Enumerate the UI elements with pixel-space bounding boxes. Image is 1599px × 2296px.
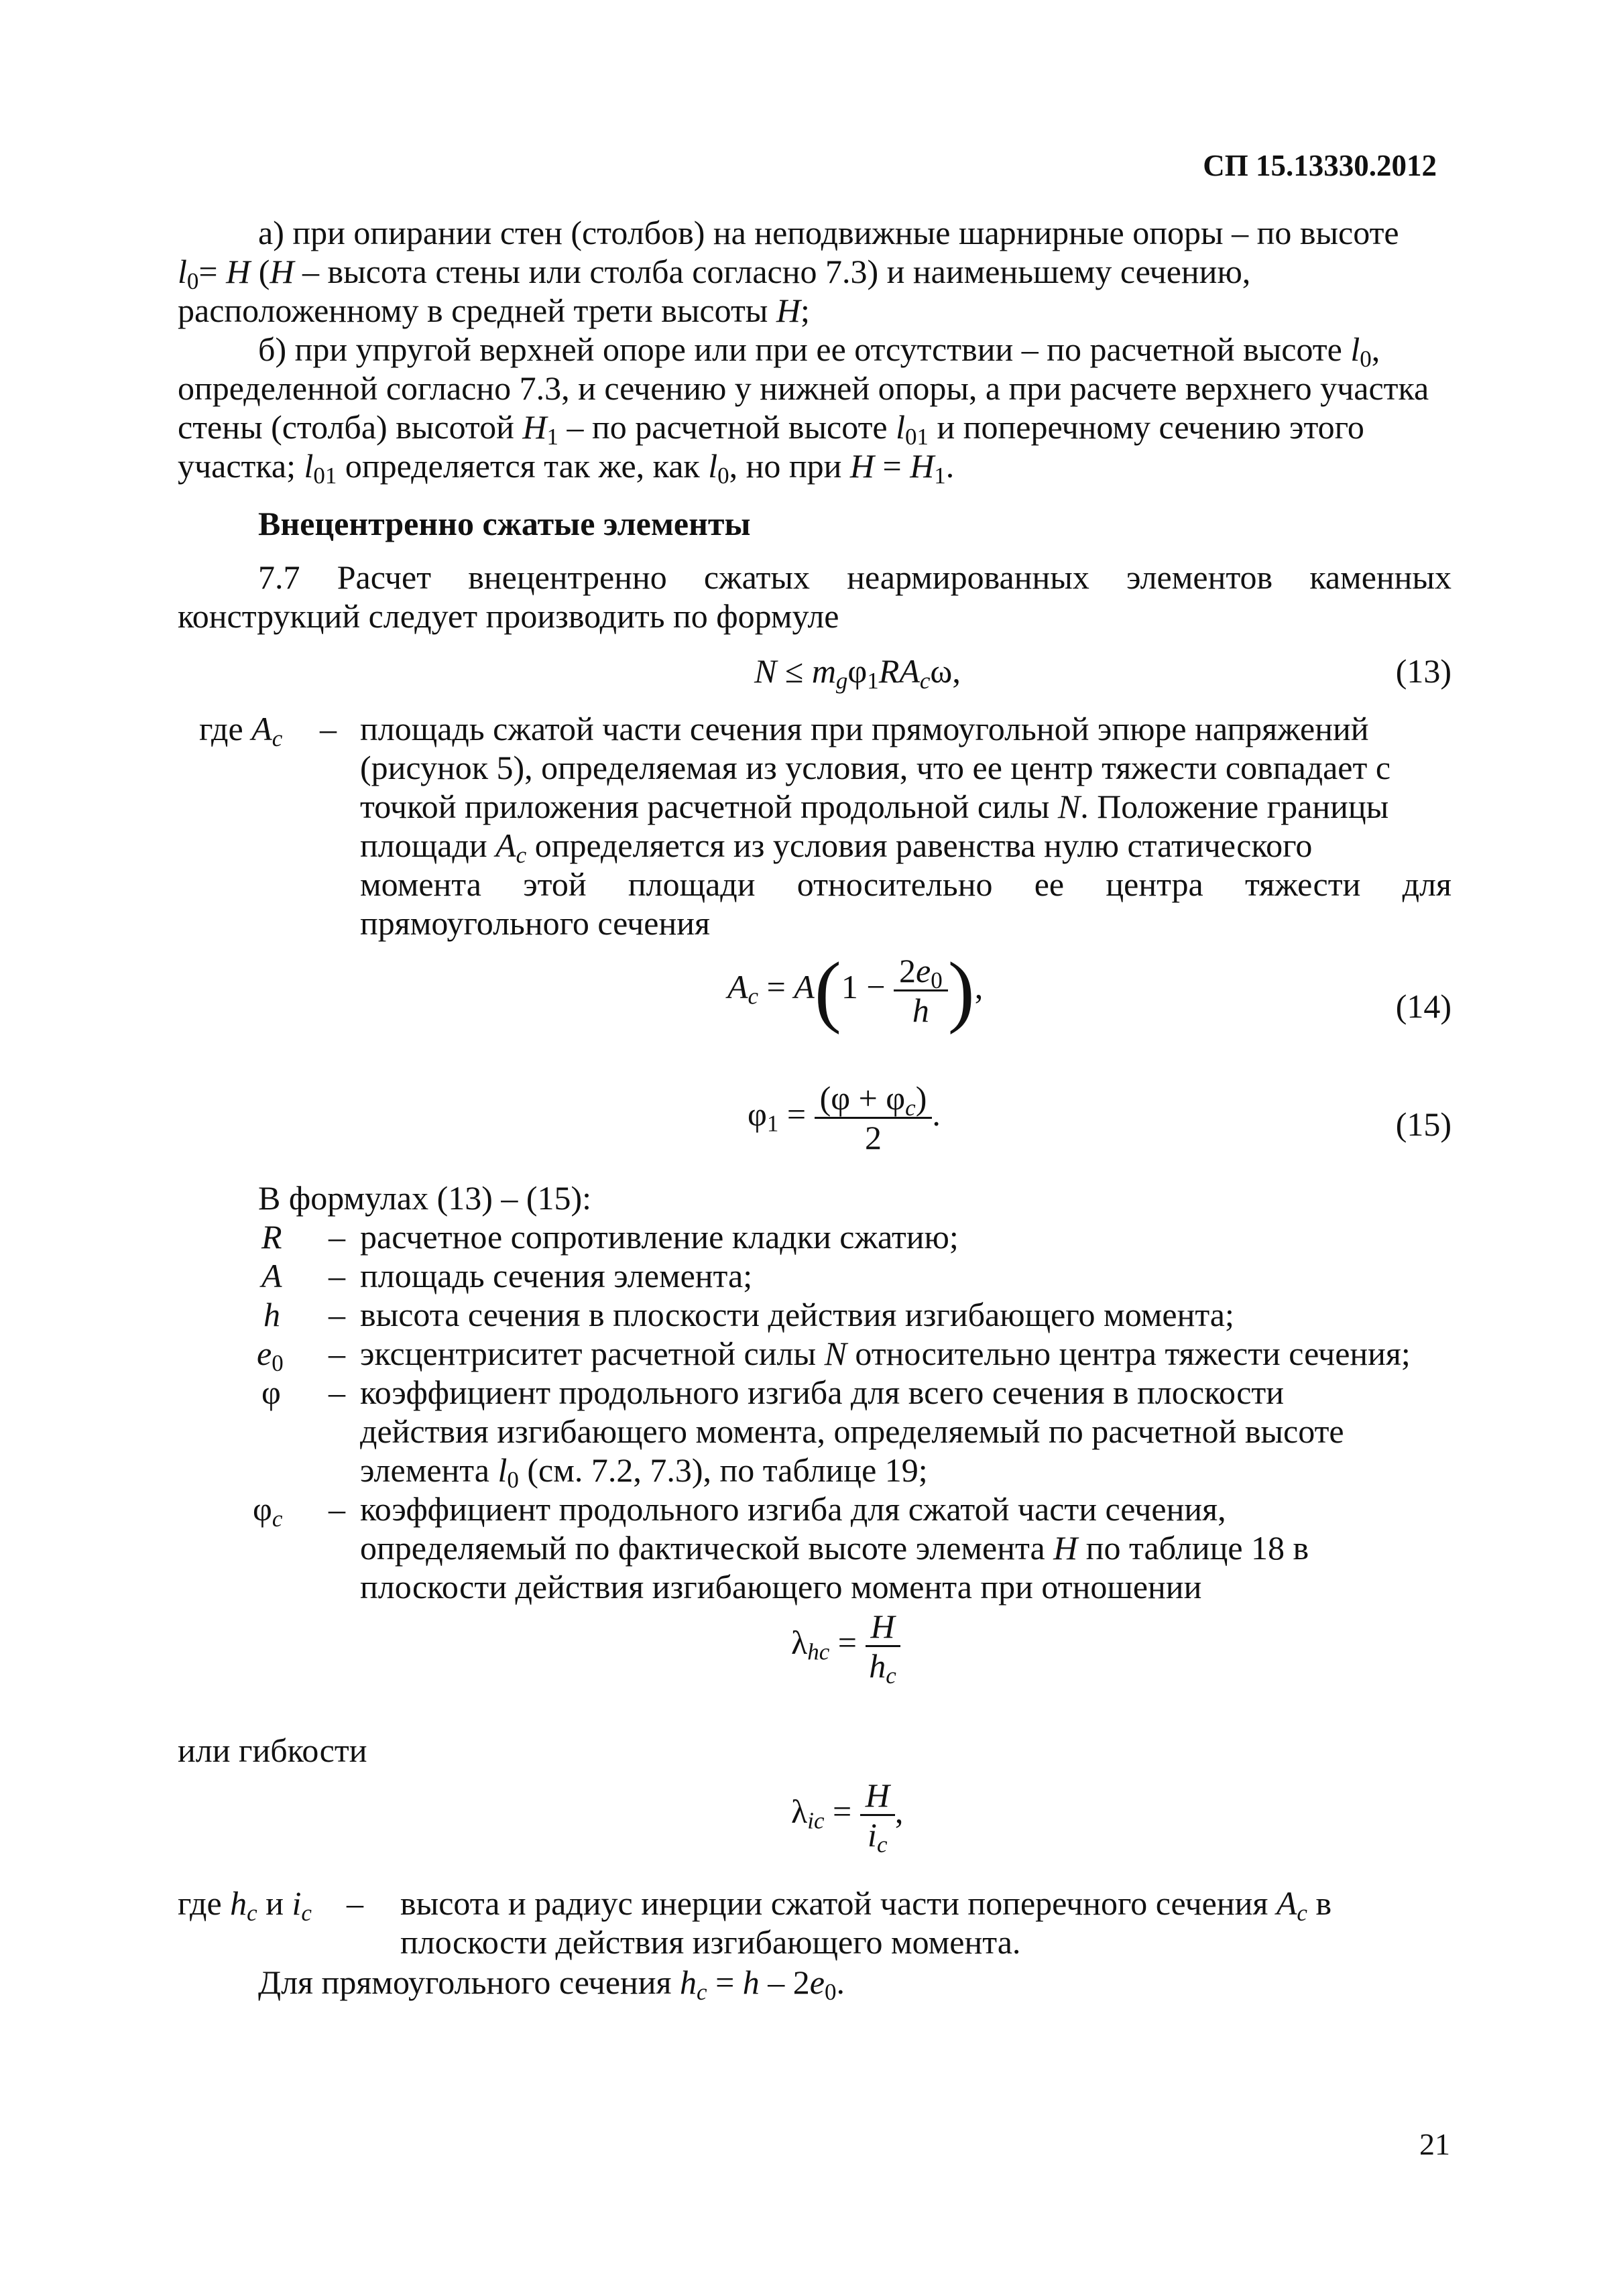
formula-lambda-hc: $\lambda_{hc}$ = $\frac{H}{h_c}$ [791,1608,900,1685]
item-a-line2: $l_0= H$ (H – высота стены или столба согласно 7.3) и наименьшему сечению, [178,253,1251,294]
where-hc-dash: – [347,1884,363,1922]
where-ac-row [178,709,1452,943]
where-hc-row [178,1884,1452,1961]
def-e0 [178,1334,1452,1376]
def-e0-dash: – [329,1335,345,1372]
def-R-symbol: R [261,1218,282,1256]
item-b-line4: участка; $l_{01}$ определяется так же, как $l_0$, но при $H = H_1$. [178,447,955,489]
item-b-line3: стены (столба) высотой $H_1$ – по расчетной высоте $l_{01}$ и поперечному сечению этого [178,408,1364,450]
def-h-symbol: h [263,1296,280,1333]
def-phi-c-symbol: $\varphi_c$ [253,1490,283,1532]
equation-13-body: $N \le m_g\varphi_1RA_c\omega$, [754,652,961,694]
clause-7-7-line1: 7.7 Расчет внецентренно сжатых неармированных элементов каменных [258,558,1452,596]
definitions-list [178,1217,1452,1606]
formula-lambda-ic: $\lambda_{ic}$ = $\frac{H}{i_c}$ , [791,1776,904,1858]
def-phi-text: коэффициент продольного изгиба для всего сечения в плоскости действия изгибающего момента, определяемый по расчетной высоте элемента $l_0$ (см. 7.2, 7.3), по таблице 19; [360,1374,1344,1493]
def-phi [178,1373,1452,1493]
def-A-text: площадь сечения элемента; [360,1257,753,1294]
fraction-H-over-ic: $\frac{H}{i_c}$ [860,1776,895,1854]
where-ac-dash: – [320,710,337,747]
where-hc-description: высота и радиус инерции сжатой части поперечного сечения $A_c$ в плоскости действия изгибающего момента. [400,1884,1332,1961]
item-b-line1: б) при упругой верхней опоре или при ее отсутствии – по расчетной высоте $l_0$, [258,330,1380,372]
section-heading: Внецентренно сжатые элементы [258,505,751,542]
document-code: СП 15.13330.2012 [1203,149,1437,182]
where-hc-symbols: где $h_c$ и $i_c$ [178,1884,312,1926]
def-phi-dash: – [329,1374,345,1411]
or-flexibility: или гибкости [178,1732,367,1769]
where-ac-description: площадь сжатой части сечения при прямоугольной эпюре напряжений (рисунок 5), определяемая из условия, что ее центр тяжести совпадает с точкой приложения расчетной продольной силы N. Положение границы площади $A_c$ определяется из условия равенства нулю статического момента этой площади относительно ее центра тяжести для прямоугольного сечения [360,710,1452,942]
equation-15 [178,1079,1452,1173]
clause-7-7 [178,558,1452,636]
item-b-line2: определенной согласно 7.3, и сечению у нижней опоры, а при расчете верхнего участка [178,369,1429,407]
where-ac-symbol: где $A_c$ [199,710,283,751]
fraction-phi-sum-over-2: $\frac{(\varphi + \varphi_c)}{2}$ [815,1079,933,1156]
def-phi-c-dash: – [329,1490,345,1528]
fraction-2e0-over-h: $\frac{2e_0}{h}$ [894,952,948,1029]
def-R-dash: – [329,1218,345,1256]
def-h-text: высота сечения в плоскости действия изгибающего момента; [360,1296,1234,1333]
where-hc-block [178,1884,1452,1961]
fraction-H-over-hc: $\frac{H}{h_c}$ [866,1608,900,1685]
rect-section-note: Для прямоугольного сечения $h_c = h - 2e_0$. [258,1963,845,2005]
equation-14 [178,945,1452,1073]
def-R-text: расчетное сопротивление кладки сжатию; [360,1218,959,1256]
def-h [178,1295,1452,1334]
def-A-dash: – [329,1257,345,1294]
equation-13 [178,652,1452,692]
item-a [178,213,1452,330]
def-phi-c-text: коэффициент продольного изгиба для сжатой части сечения, определяемый по фактической высоте элемента H по таблице 18 в плоскости действия изгибающего момента при отношении [360,1490,1309,1606]
def-e0-symbol: $e_0$ [257,1335,284,1376]
page-number: 21 [1419,2127,1450,2161]
clause-7-7-line2: конструкций следует производить по формуле [178,597,839,635]
where-ac-block [178,709,1452,943]
item-b [178,330,1452,489]
def-phi-c [178,1490,1452,1606]
equation-13-number: (13) [1395,652,1452,690]
equation-15-body: $\varphi_1$ = $\frac{(\varphi + \varphi_c)}{2}$ . [748,1079,941,1156]
def-R [178,1217,1452,1256]
def-h-dash: – [329,1296,345,1333]
def-phi-symbol: φ [261,1374,281,1411]
equation-15-number: (15) [1395,1105,1452,1143]
def-e0-text: эксцентриситет расчетной силы N относительно центра тяжести сечения; [360,1335,1411,1372]
item-a-line3: расположенному в средней трети высоты H; [178,292,810,329]
def-A [178,1256,1452,1295]
in-formulas-lead: В формулах (13) – (15): [258,1179,592,1217]
def-A-symbol: A [261,1257,282,1294]
item-a-line1: а) при опирании стен (столбов) на неподвижные шарнирные опоры – по высоте [258,214,1399,251]
equation-14-number: (14) [1395,987,1452,1025]
equation-14-body: $A_c = A(1$ − $\frac{2e_0}{h}$ ), [727,945,984,1035]
